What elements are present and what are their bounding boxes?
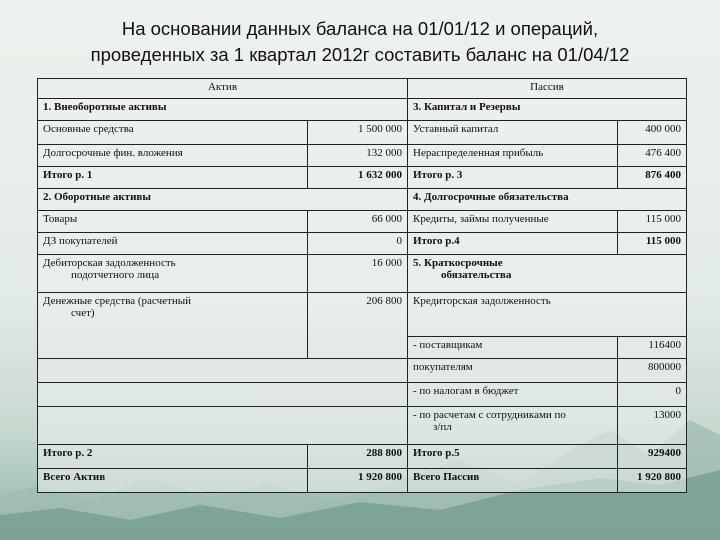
cell-value: 16 000 bbox=[308, 255, 408, 293]
title-line-2: проведенных за 1 квартал 2012г составить баланс на 01/04/12 bbox=[90, 44, 630, 65]
title-line-1: На основании данных баланса на 01/01/12 и операций, bbox=[121, 18, 599, 39]
label-line: - по расчетам с сотрудниками по bbox=[413, 409, 566, 421]
table-row bbox=[38, 445, 687, 469]
cell-value: 1 500 000 bbox=[308, 121, 408, 145]
section-5-heading bbox=[408, 255, 687, 293]
cell-label bbox=[38, 255, 308, 293]
section-1-heading: 1. Внеоборотные активы bbox=[38, 99, 408, 121]
section-2-heading: 2. Оборотные активы bbox=[38, 189, 408, 211]
header-asset: Актив bbox=[38, 79, 408, 99]
table-row bbox=[38, 407, 687, 445]
cell-label: Долгосрочные фин. вложения bbox=[38, 145, 308, 167]
cell-value: 1 920 800 bbox=[618, 469, 687, 493]
cell-label: Итого р. 3 bbox=[408, 167, 618, 189]
cell-label: - по налогам в бюджет bbox=[408, 383, 618, 407]
cell-value: 1 920 800 bbox=[308, 469, 408, 493]
cell-label: Основные средства bbox=[38, 121, 308, 145]
cell-value: 876 400 bbox=[618, 167, 687, 189]
table-row bbox=[38, 293, 687, 337]
label-line: подотчетного лица bbox=[71, 269, 160, 281]
cell-empty bbox=[38, 407, 408, 445]
cell-label: Итого р.5 bbox=[408, 445, 618, 469]
cell-label: ДЗ покупателей bbox=[38, 233, 308, 255]
table-row bbox=[38, 145, 687, 167]
table-row bbox=[38, 255, 687, 293]
label-line: з/пл bbox=[433, 421, 452, 433]
section-4-heading: 4. Долгосрочные обязательства bbox=[408, 189, 687, 211]
cell-value: 400 000 bbox=[618, 121, 687, 145]
cell-label bbox=[38, 293, 308, 359]
cell-value: 929400 bbox=[618, 445, 687, 469]
cell-value: 66 000 bbox=[308, 211, 408, 233]
table-row bbox=[38, 469, 687, 493]
cell-label: Кредиторская задолженность bbox=[408, 293, 687, 337]
table-row bbox=[38, 121, 687, 145]
label-line: Денежные средства (расчетный bbox=[43, 295, 191, 307]
cell-label: Всего Актив bbox=[38, 469, 308, 493]
header-liability: Пассив bbox=[408, 79, 687, 99]
cell-value: 13000 bbox=[618, 407, 687, 445]
cell-value: 116400 bbox=[618, 337, 687, 359]
table-header-row bbox=[38, 79, 687, 99]
label-line: Дебиторская задолженность bbox=[43, 257, 176, 269]
cell-value: 800000 bbox=[618, 359, 687, 383]
label-line: обязательства bbox=[441, 269, 512, 281]
table-row bbox=[38, 167, 687, 189]
cell-label: - поставщикам bbox=[408, 337, 618, 359]
table-row bbox=[38, 359, 687, 383]
cell-label: Итого р. 1 bbox=[38, 167, 308, 189]
table-row bbox=[38, 233, 687, 255]
cell-value: 0 bbox=[308, 233, 408, 255]
cell-value: 1 632 000 bbox=[308, 167, 408, 189]
cell-label: покупателям bbox=[408, 359, 618, 383]
cell-value: 288 800 bbox=[308, 445, 408, 469]
slide-title bbox=[0, 16, 720, 68]
cell-label: Всего Пассив bbox=[408, 469, 618, 493]
cell-label: Итого р. 2 bbox=[38, 445, 308, 469]
cell-empty bbox=[38, 383, 408, 407]
cell-label: Итого р.4 bbox=[408, 233, 618, 255]
cell-label: Нераспределенная прибыль bbox=[408, 145, 618, 167]
label-line: 5. Краткосрочные bbox=[413, 257, 503, 269]
cell-label: Товары bbox=[38, 211, 308, 233]
cell-value: 115 000 bbox=[618, 233, 687, 255]
cell-value: 206 800 bbox=[308, 293, 408, 359]
cell-value: 476 400 bbox=[618, 145, 687, 167]
cell-label bbox=[408, 407, 618, 445]
cell-label: Уставный капитал bbox=[408, 121, 618, 145]
cell-value: 132 000 bbox=[308, 145, 408, 167]
table-row bbox=[38, 189, 687, 211]
table-row bbox=[38, 211, 687, 233]
cell-value: 0 bbox=[618, 383, 687, 407]
cell-value: 115 000 bbox=[618, 211, 687, 233]
cell-empty bbox=[38, 359, 408, 383]
section-3-heading: 3. Капитал и Резервы bbox=[408, 99, 687, 121]
balance-table bbox=[37, 78, 687, 493]
cell-label: Кредиты, займы полученные bbox=[408, 211, 618, 233]
label-line: счет) bbox=[71, 307, 95, 319]
table-row bbox=[38, 99, 687, 121]
table-row bbox=[38, 383, 687, 407]
